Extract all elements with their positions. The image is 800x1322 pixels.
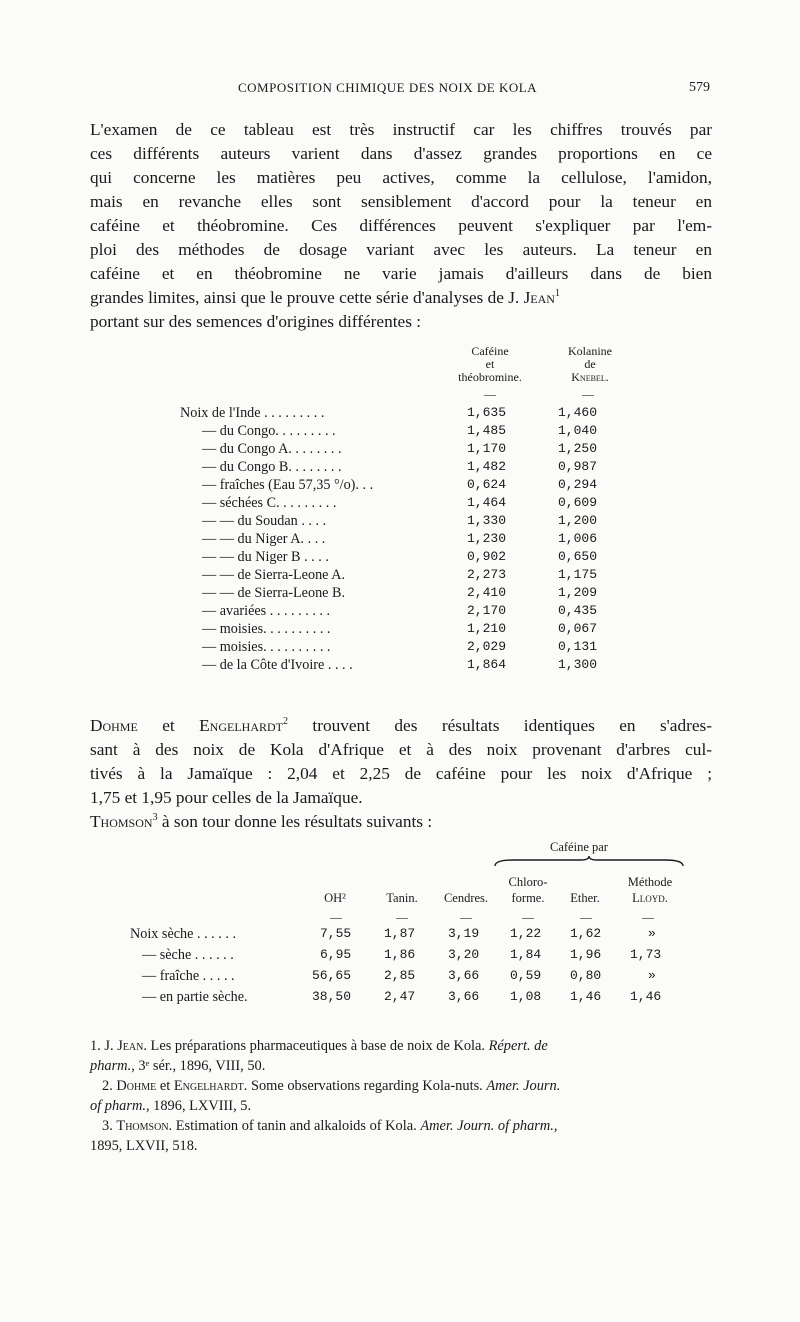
oh2-value: 6,95 [320, 947, 352, 962]
table-row [180, 621, 630, 639]
text-fragment: . Estimation of tanin and alkaloids of Kola. [168, 1118, 417, 1134]
header-line: Knebel. [571, 370, 609, 384]
chloroforme-value: 1,84 [510, 947, 542, 962]
text-line: mais en revanche elles sont sensiblement d'accord pour la teneur en [90, 192, 712, 211]
table-row [180, 405, 630, 423]
text-fragment: . Les préparations pharmaceutiques à base de noix de Kola. [143, 1038, 486, 1054]
kolanine-value: 0,650 [558, 549, 598, 564]
kolanine-value: 1,040 [558, 423, 598, 438]
cafeine-value: 1,330 [467, 513, 507, 528]
cendres-value: 3,66 [448, 989, 480, 1004]
row-label: — — de Sierra-Leone B. [202, 585, 346, 601]
table-row [180, 441, 630, 459]
table-row [180, 477, 630, 495]
tanin-value: 2,85 [384, 968, 416, 983]
kolanine-value: 0,987 [558, 459, 598, 474]
header-line: de [584, 357, 596, 371]
kolanine-value: 0,609 [558, 495, 598, 510]
header-line: Lloyd. [632, 891, 668, 905]
kolanine-value: 1,200 [558, 513, 598, 528]
text-line: qui concerne les matières peu actives, comme la cellulose, l'amidon, [90, 168, 712, 187]
row-label: — moisies. . . . . . . . . . [202, 621, 331, 637]
running-title: COMPOSITION CHIMIQUE DES NOIX DE KOLA [238, 80, 538, 95]
cendres-value: 3,66 [448, 968, 480, 983]
table-row [180, 495, 630, 513]
table-row [180, 549, 630, 567]
footnote-ref[interactable]: 1 [554, 288, 560, 300]
oh2-value: 38,50 [312, 989, 352, 1004]
author-name: Jean [523, 288, 555, 307]
footnote-ref[interactable]: 2 [283, 716, 288, 728]
text-fragment: 1. J. [90, 1038, 114, 1054]
text-line [90, 810, 712, 834]
row-label: — fraîches (Eau 57,35 °/o). . . [202, 477, 374, 493]
page-header [90, 80, 710, 100]
row-label: — — du Soudan . . . . [202, 513, 327, 529]
oh2-value: 7,55 [320, 926, 352, 941]
header-line: forme. [511, 891, 545, 905]
table-row [180, 585, 630, 603]
text-fragment: 2. [102, 1078, 113, 1094]
ether-value: 1,46 [570, 989, 602, 1004]
author-name: Engelhardt [199, 716, 283, 735]
row-label: — avariées . . . . . . . . . [202, 603, 331, 619]
ether-value: 1,62 [570, 926, 602, 941]
header-line: Caféine [471, 344, 509, 358]
footnote-3-cont: 1895, LXVII, 518. [90, 1138, 198, 1154]
column-header-oh2: OH² [324, 891, 346, 905]
lloyd-value: » [648, 926, 656, 941]
header-dash: — [484, 387, 496, 401]
table-row [180, 603, 630, 621]
table-row [130, 926, 690, 946]
tanin-value: 2,47 [384, 989, 416, 1004]
column-header-tanin: Tanin. [386, 891, 418, 905]
footnote-2-cont [90, 1096, 712, 1116]
header-line: Méthode [627, 875, 673, 889]
journal-title: Amer. Journ. [486, 1078, 561, 1094]
table-row [180, 639, 630, 657]
table-row [180, 567, 630, 585]
cafeine-value: 2,170 [467, 603, 507, 618]
footnote-1 [90, 1036, 712, 1056]
row-label: — du Congo A. . . . . . . . [202, 441, 342, 457]
text-line: portant sur des semences d'origines différentes : [90, 312, 422, 331]
tanin-value: 1,86 [384, 947, 416, 962]
text-line: ploi des méthodes de dosage variant avec les auteurs. La teneur en [90, 240, 712, 259]
text-line: 1,75 et 1,95 pour celles de la Jamaïque. [90, 788, 363, 807]
column-header-kolanine [545, 345, 635, 384]
header-dash: — [522, 910, 534, 924]
header-dash: — [330, 910, 342, 924]
row-label: Noix de l'Inde . . . . . . . . . [180, 405, 325, 421]
row-label: — fraîche . . . . . [142, 968, 235, 984]
cafeine-value: 1,230 [467, 531, 507, 546]
cafeine-value: 1,864 [467, 657, 507, 672]
row-label: Noix sèche . . . . . . [130, 926, 236, 942]
kolanine-value: 0,435 [558, 603, 598, 618]
row-label: — — du Niger A. . . . [202, 531, 326, 547]
text-line: caféine et en théobromine ne varie jamais d'ailleurs dans de bien [90, 264, 712, 283]
table-row [180, 513, 630, 531]
cafeine-value: 1,482 [467, 459, 507, 474]
author-name: Thomson [90, 812, 153, 831]
text-fragment: , 1896, LXVIII, 5. [145, 1098, 252, 1114]
author-name: Dohme [90, 716, 138, 735]
text-line [90, 286, 712, 310]
text-fragment: 3. [102, 1118, 113, 1134]
text-line: tivés à la Jamaïque : 2,04 et 2,25 de caféine pour les noix d'Afrique ; [90, 764, 712, 783]
header-dash: — [580, 910, 592, 924]
cafeine-value: 1,485 [467, 423, 507, 438]
oh2-value: 56,65 [312, 968, 352, 983]
header-line: et [485, 357, 495, 371]
text-fragment: et [159, 1078, 171, 1094]
cendres-value: 3,19 [448, 926, 480, 941]
author-name: Engelhardt [173, 1078, 244, 1094]
column-header-ether: Ether. [570, 891, 600, 905]
kolanine-value: 1,209 [558, 585, 598, 600]
header-dash: — [460, 910, 472, 924]
header-dash: — [642, 910, 654, 924]
journal-title: pharm. [90, 1058, 132, 1074]
text-fragment: trouvent des résultats identiques en s'adres- [312, 716, 713, 735]
journal-title: Amer. Journ. of pharm. [420, 1118, 554, 1134]
ether-value: 1,96 [570, 947, 602, 962]
cafeine-value: 1,170 [467, 441, 507, 456]
column-header-chloroforme [498, 874, 558, 906]
kolanine-value: 1,250 [558, 441, 598, 456]
author-name: Jean [117, 1038, 144, 1054]
column-header-cendres: Cendres. [443, 891, 489, 905]
journal-title: of pharm. [90, 1098, 146, 1114]
cendres-value: 3,20 [448, 947, 480, 962]
cafeine-value: 1,635 [467, 405, 507, 420]
column-header-methode [614, 874, 686, 906]
row-label: — du Congo B. . . . . . . . [202, 459, 342, 475]
kolanine-value: 1,300 [558, 657, 598, 672]
chloroforme-value: 0,59 [510, 968, 542, 983]
text-fragment: . Some observations regarding Kola-nuts. [243, 1078, 483, 1094]
ether-value: 0,80 [570, 968, 602, 983]
table-row [180, 423, 630, 441]
text-line: caféine et théobromine. Ces différences peuvent s'expliquer par l'em- [90, 216, 712, 235]
cafeine-value: 0,624 [467, 477, 507, 492]
text-fragment: et [162, 716, 175, 735]
page-number: 579 [689, 80, 710, 95]
cafeine-value: 2,410 [467, 585, 507, 600]
lloyd-value: 1,73 [630, 947, 662, 962]
row-label: — — du Niger B . . . . [202, 549, 329, 565]
row-label: — de la Côte d'Ivoire . . . . [202, 657, 353, 673]
brace-icon [493, 856, 685, 870]
footnotes [90, 1036, 712, 1156]
row-label: — — de Sierra-Leone A. [202, 567, 346, 583]
paragraph-2 [90, 714, 712, 834]
kolanine-value: 1,006 [558, 531, 598, 546]
text-line: sant à des noix de Kola d'Afrique et à des noix provenant d'arbres cul- [90, 740, 712, 759]
row-label: — sèche . . . . . . [142, 947, 234, 963]
row-label: — moisies. . . . . . . . . . [202, 639, 331, 655]
kolanine-value: 0,067 [558, 621, 598, 636]
footnote-1-cont [90, 1056, 712, 1076]
lloyd-value: 1,46 [630, 989, 662, 1004]
chloroforme-value: 1,22 [510, 926, 542, 941]
cafeine-value: 1,464 [467, 495, 507, 510]
text-line: ces différents auteurs varient dans d'assez grandes proportions en ce [90, 144, 712, 163]
lloyd-value: » [648, 968, 656, 983]
text-fragment: grandes limites, ainsi que le prouve cette série d'analyses de J. [90, 288, 520, 307]
author-name: Thomson [116, 1118, 169, 1134]
footnote-2 [90, 1076, 712, 1096]
chloroforme-value: 1,08 [510, 989, 542, 1004]
kolanine-value: 1,460 [558, 405, 598, 420]
table-row [180, 657, 630, 675]
text-fragment: , [553, 1118, 558, 1134]
journal-title: Répert. de [488, 1038, 548, 1054]
table-row [130, 947, 690, 967]
header-dash: — [396, 910, 408, 924]
table-row [180, 459, 630, 477]
row-label: — en partie sèche. [142, 989, 248, 1005]
header-line: théobromine. [458, 370, 522, 384]
header-line: Chloro- [508, 875, 548, 889]
table-row [130, 968, 690, 988]
text-line: L'examen de ce tableau est très instructif car les chiffres trouvés par [90, 120, 712, 139]
tanin-value: 1,87 [384, 926, 416, 941]
kolanine-value: 0,131 [558, 639, 598, 654]
header-dash: — [582, 387, 594, 401]
cafeine-value: 2,273 [467, 567, 507, 582]
kolanine-value: 1,175 [558, 567, 598, 582]
text-fragment: , 3ᵉ sér., 1896, VIII, 50. [131, 1058, 266, 1074]
row-label: — séchées C. . . . . . . . . [202, 495, 337, 511]
column-header-cafeine [450, 345, 530, 384]
footnote-ref[interactable]: 3 [152, 812, 158, 824]
cafeine-value: 2,029 [467, 639, 507, 654]
row-label: — du Congo. . . . . . . . . [202, 423, 336, 439]
table-row [180, 531, 630, 549]
cafeine-par-header: Caféine par [550, 840, 608, 854]
author-name: Dohme [116, 1078, 157, 1094]
paragraph-1 [90, 118, 712, 334]
text-fragment: à son tour donne les résultats suivants : [161, 812, 433, 831]
table-row [130, 989, 690, 1009]
kolanine-value: 0,294 [558, 477, 598, 492]
header-line: Kolanine [568, 344, 612, 358]
footnote-3 [90, 1116, 712, 1136]
cafeine-value: 0,902 [467, 549, 507, 564]
cafeine-value: 1,210 [467, 621, 507, 636]
text-line [90, 714, 712, 738]
